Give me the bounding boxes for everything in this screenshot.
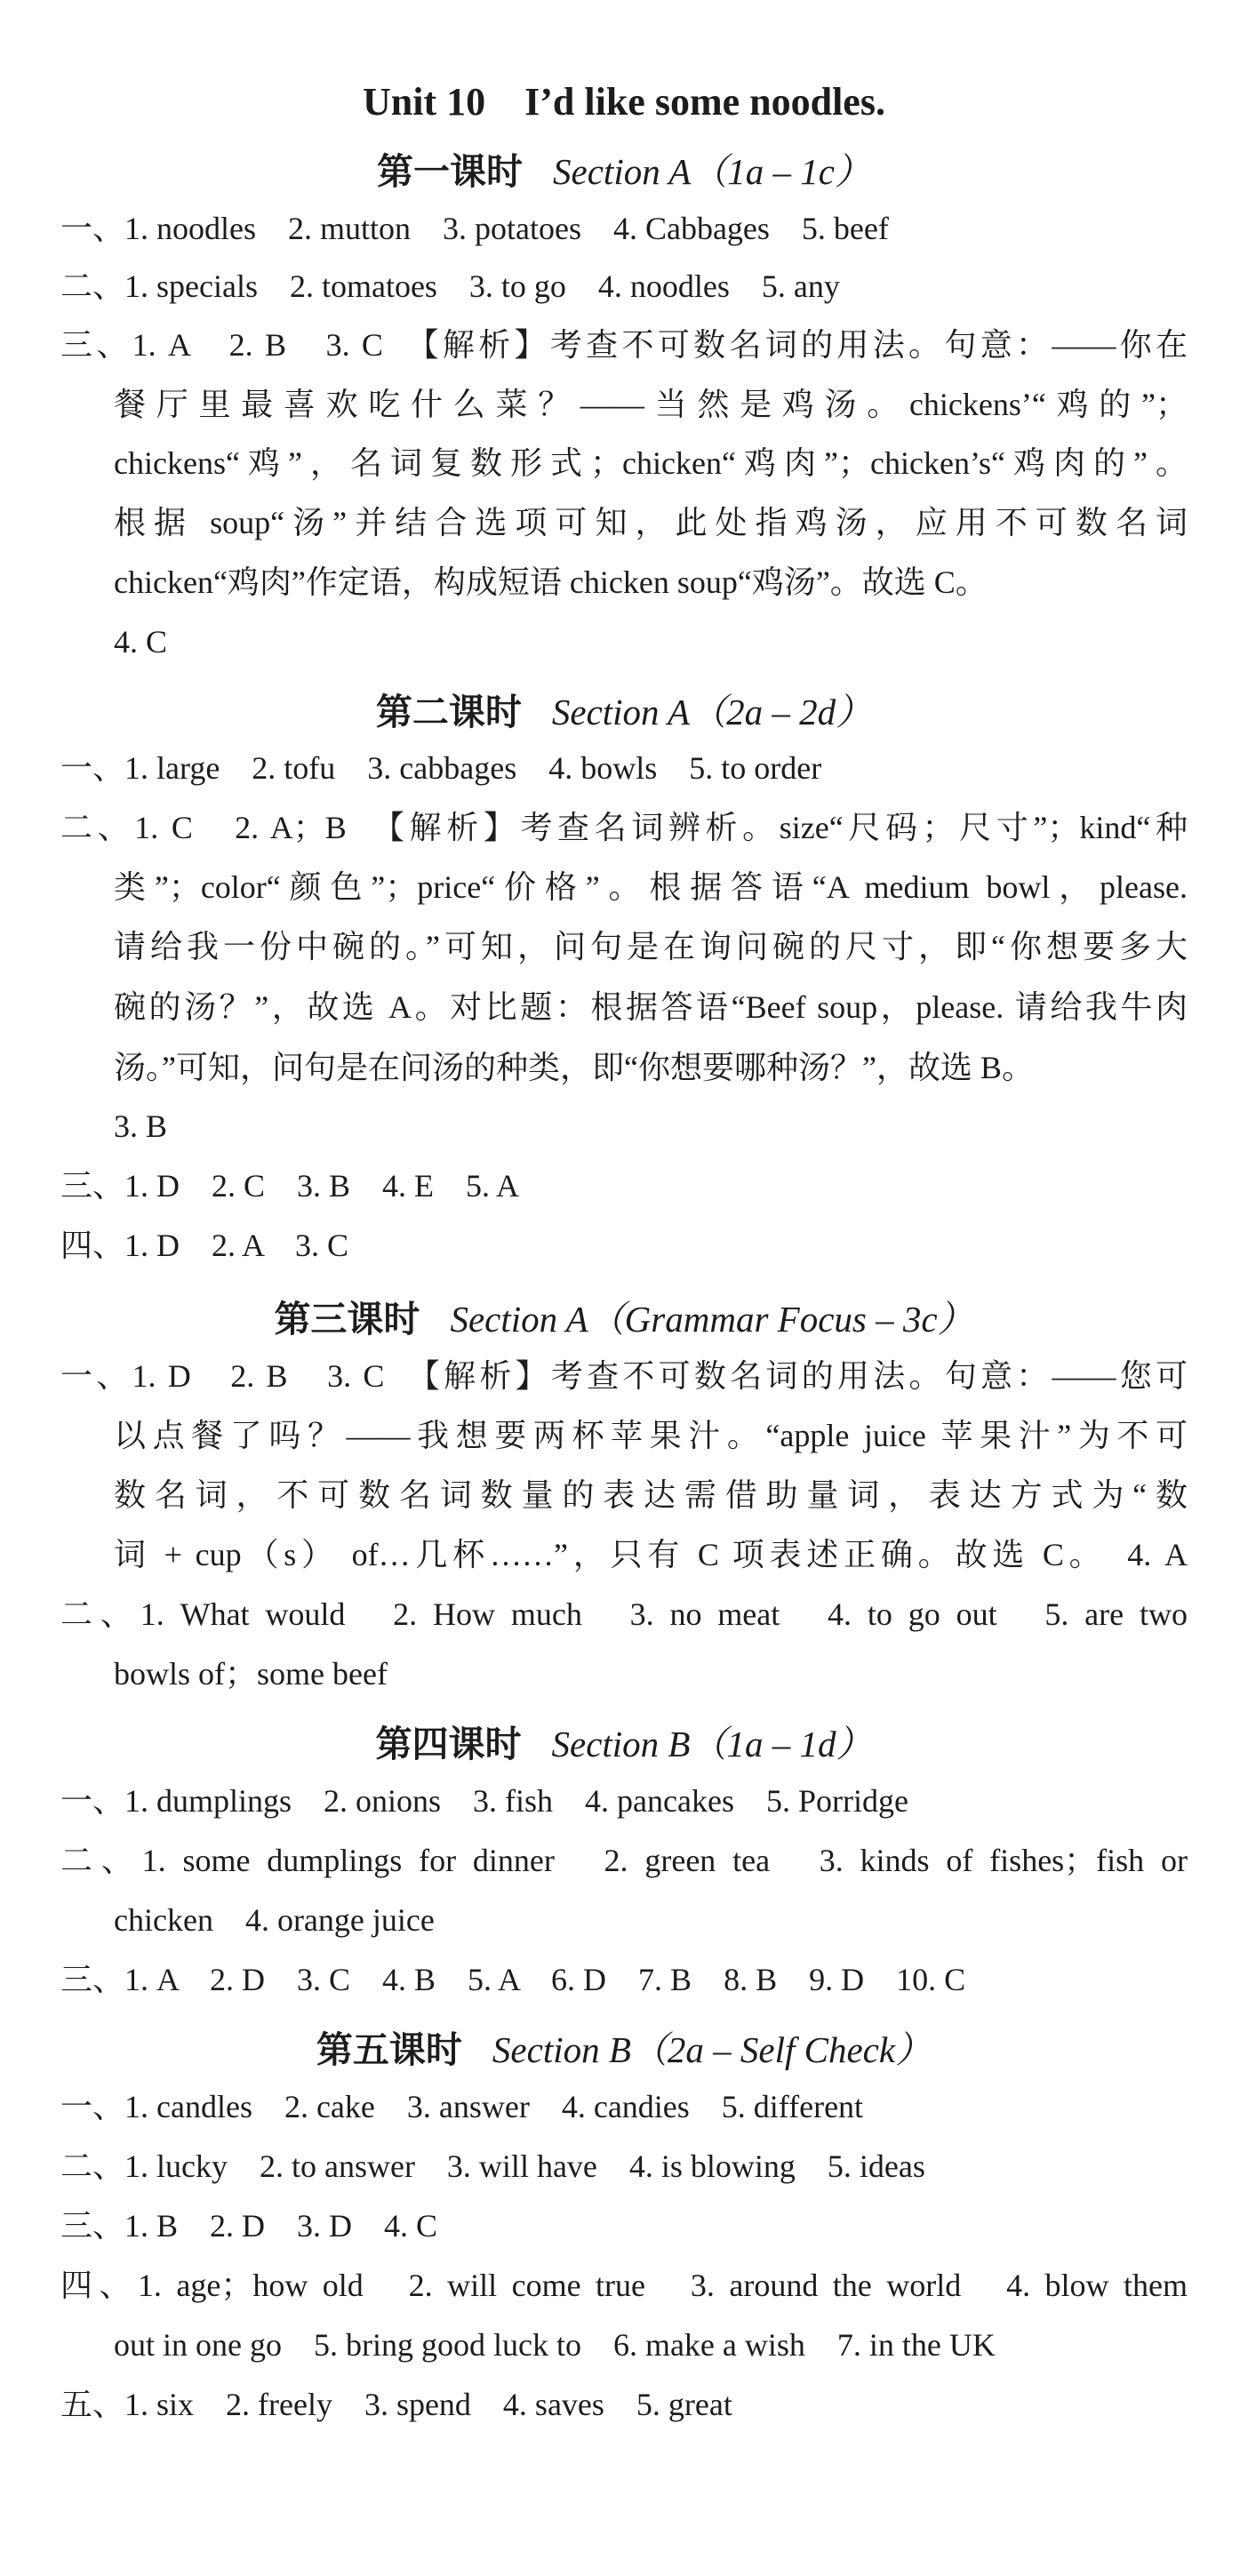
lesson-2-heading bbox=[0, 683, 1248, 735]
answer-line: 三、1. D 2. C 3. B 4. E 5. A bbox=[60, 1168, 520, 1204]
answer-line: 词 + cup（s） of…几杯……”，只有 C 项表述正确。故选 C。 4. A bbox=[114, 1537, 1188, 1572]
lesson-4-section: Section B（1a – 1d） bbox=[551, 1724, 873, 1764]
lesson-5-title: 第五课时 bbox=[316, 2028, 462, 2071]
answer-line: 碗的汤？”，故选 A。对比题：根据答语“Beef soup，please. 请给我牛肉 bbox=[114, 989, 1188, 1025]
answer-line: 三、1. A 2. D 3. C 4. B 5. A 6. D 7. B 8. B 9. D 10. C bbox=[60, 1962, 966, 1997]
answer-line: 餐厅里最喜欢吃什么菜？——当然是鸡汤。chickens’“鸡的”； bbox=[114, 387, 1188, 422]
answer-line: 二、1. C 2. A；B 【解析】考查名词辨析。size“尺码；尺寸”；kind“种 bbox=[60, 810, 1188, 845]
answer-line: 请给我一份中碗的。”可知，问句是在询问碗的尺寸，即“你想要多大 bbox=[114, 929, 1188, 964]
answer-line: 3. B bbox=[114, 1108, 168, 1144]
answer-line: bowls of；some beef bbox=[114, 1656, 388, 1692]
answer-line: 五、1. six 2. freely 3. spend 4. saves 5. great bbox=[60, 2387, 732, 2422]
lesson-5-section: Section B（2a – Self Check） bbox=[492, 2029, 932, 2070]
lesson-2-title: 第二课时 bbox=[375, 691, 522, 733]
lesson-4-heading bbox=[0, 1715, 1248, 1767]
answer-line: 一、1. candles 2. cake 3. answer 4. candies 5. different bbox=[60, 2089, 864, 2124]
lesson-1-heading bbox=[0, 142, 1248, 195]
answer-line: 汤。”可知，问句是在问汤的种类，即“你想要哪种汤？”，故选 B。 bbox=[114, 1050, 1034, 1085]
lesson-3-heading bbox=[0, 1290, 1248, 1342]
lesson-1-title: 第一课时 bbox=[377, 150, 524, 193]
lesson-3-title: 第三课时 bbox=[274, 1298, 420, 1340]
answer-line: 根据 soup“汤”并结合选项可知，此处指鸡汤，应用不可数名词 bbox=[114, 505, 1188, 540]
answer-line: 4. C bbox=[114, 624, 168, 660]
answer-line: 一、1. D 2. B 3. C 【解析】考查不可数名词的用法。句意：——您可 bbox=[60, 1358, 1188, 1394]
answer-line: chicken 4. orange juice bbox=[114, 1902, 435, 1938]
answer-line: out in one go 5. bring good luck to 6. make a wish 7. in the UK bbox=[114, 2327, 996, 2363]
lesson-3-section: Section A（Grammar Focus – 3c） bbox=[450, 1299, 974, 1340]
answer-line: 三、1. A 2. B 3. C 【解析】考查不可数名词的用法。句意：——你在 bbox=[60, 327, 1188, 363]
lesson-1-section: Section A（1a – 1c） bbox=[553, 151, 871, 192]
answer-line: 一、1. noodles 2. mutton 3. potatoes 4. Cabbages 5. beef bbox=[60, 211, 889, 246]
answer-line: 二、1. some dumplings for dinner 2. green tea 3. kinds of fishes；fish or bbox=[60, 1843, 1188, 1878]
answer-line: 四、1. age；how old 2. will come true 3. around the world 4. blow them bbox=[60, 2268, 1188, 2303]
answer-line: 二、1. specials 2. tomatoes 3. to go 4. noodles 5. any bbox=[60, 268, 840, 304]
lesson-2-section: Section A（2a – 2d） bbox=[551, 692, 873, 732]
answer-line: 三、1. B 2. D 3. D 4. C bbox=[60, 2208, 438, 2244]
answer-line: 二、1. lucky 2. to answer 3. will have 4. is blowing 5. ideas bbox=[60, 2148, 925, 2184]
answer-line: 四、1. D 2. A 3. C bbox=[60, 1228, 349, 1263]
answer-line: 二、1. What would 2. How much 3. no meat 4. to go out 5. are two bbox=[60, 1596, 1188, 1632]
answer-line: 一、1. large 2. tofu 3. cabbages 4. bowls 5. to order bbox=[60, 750, 822, 786]
answer-line: 以点餐了吗？——我想要两杯苹果汁。“apple juice 苹果汁”为不可 bbox=[114, 1418, 1188, 1453]
answer-line: 一、1. dumplings 2. onions 3. fish 4. pancakes 5. Porridge bbox=[60, 1783, 908, 1819]
lesson-4-title: 第四课时 bbox=[375, 1723, 522, 1765]
answer-line: 类”；color“颜色”；price“价格”。根据答语“A medium bowl，please. bbox=[114, 869, 1188, 905]
answer-line: chicken“鸡肉”作定语，构成短语 chicken soup“鸡汤”。故选 C。 bbox=[114, 564, 988, 600]
answer-line: 数名词，不可数名词数量的表达需借助量词，表达方式为“数 bbox=[114, 1477, 1188, 1513]
answer-line: chickens“鸡”，名词复数形式；chicken“鸡肉”；chicken’s“鸡肉的”。 bbox=[114, 445, 1188, 481]
lesson-5-heading bbox=[0, 2020, 1248, 2073]
unit-title: Unit 10 I’d like some noodles. bbox=[363, 80, 885, 124]
